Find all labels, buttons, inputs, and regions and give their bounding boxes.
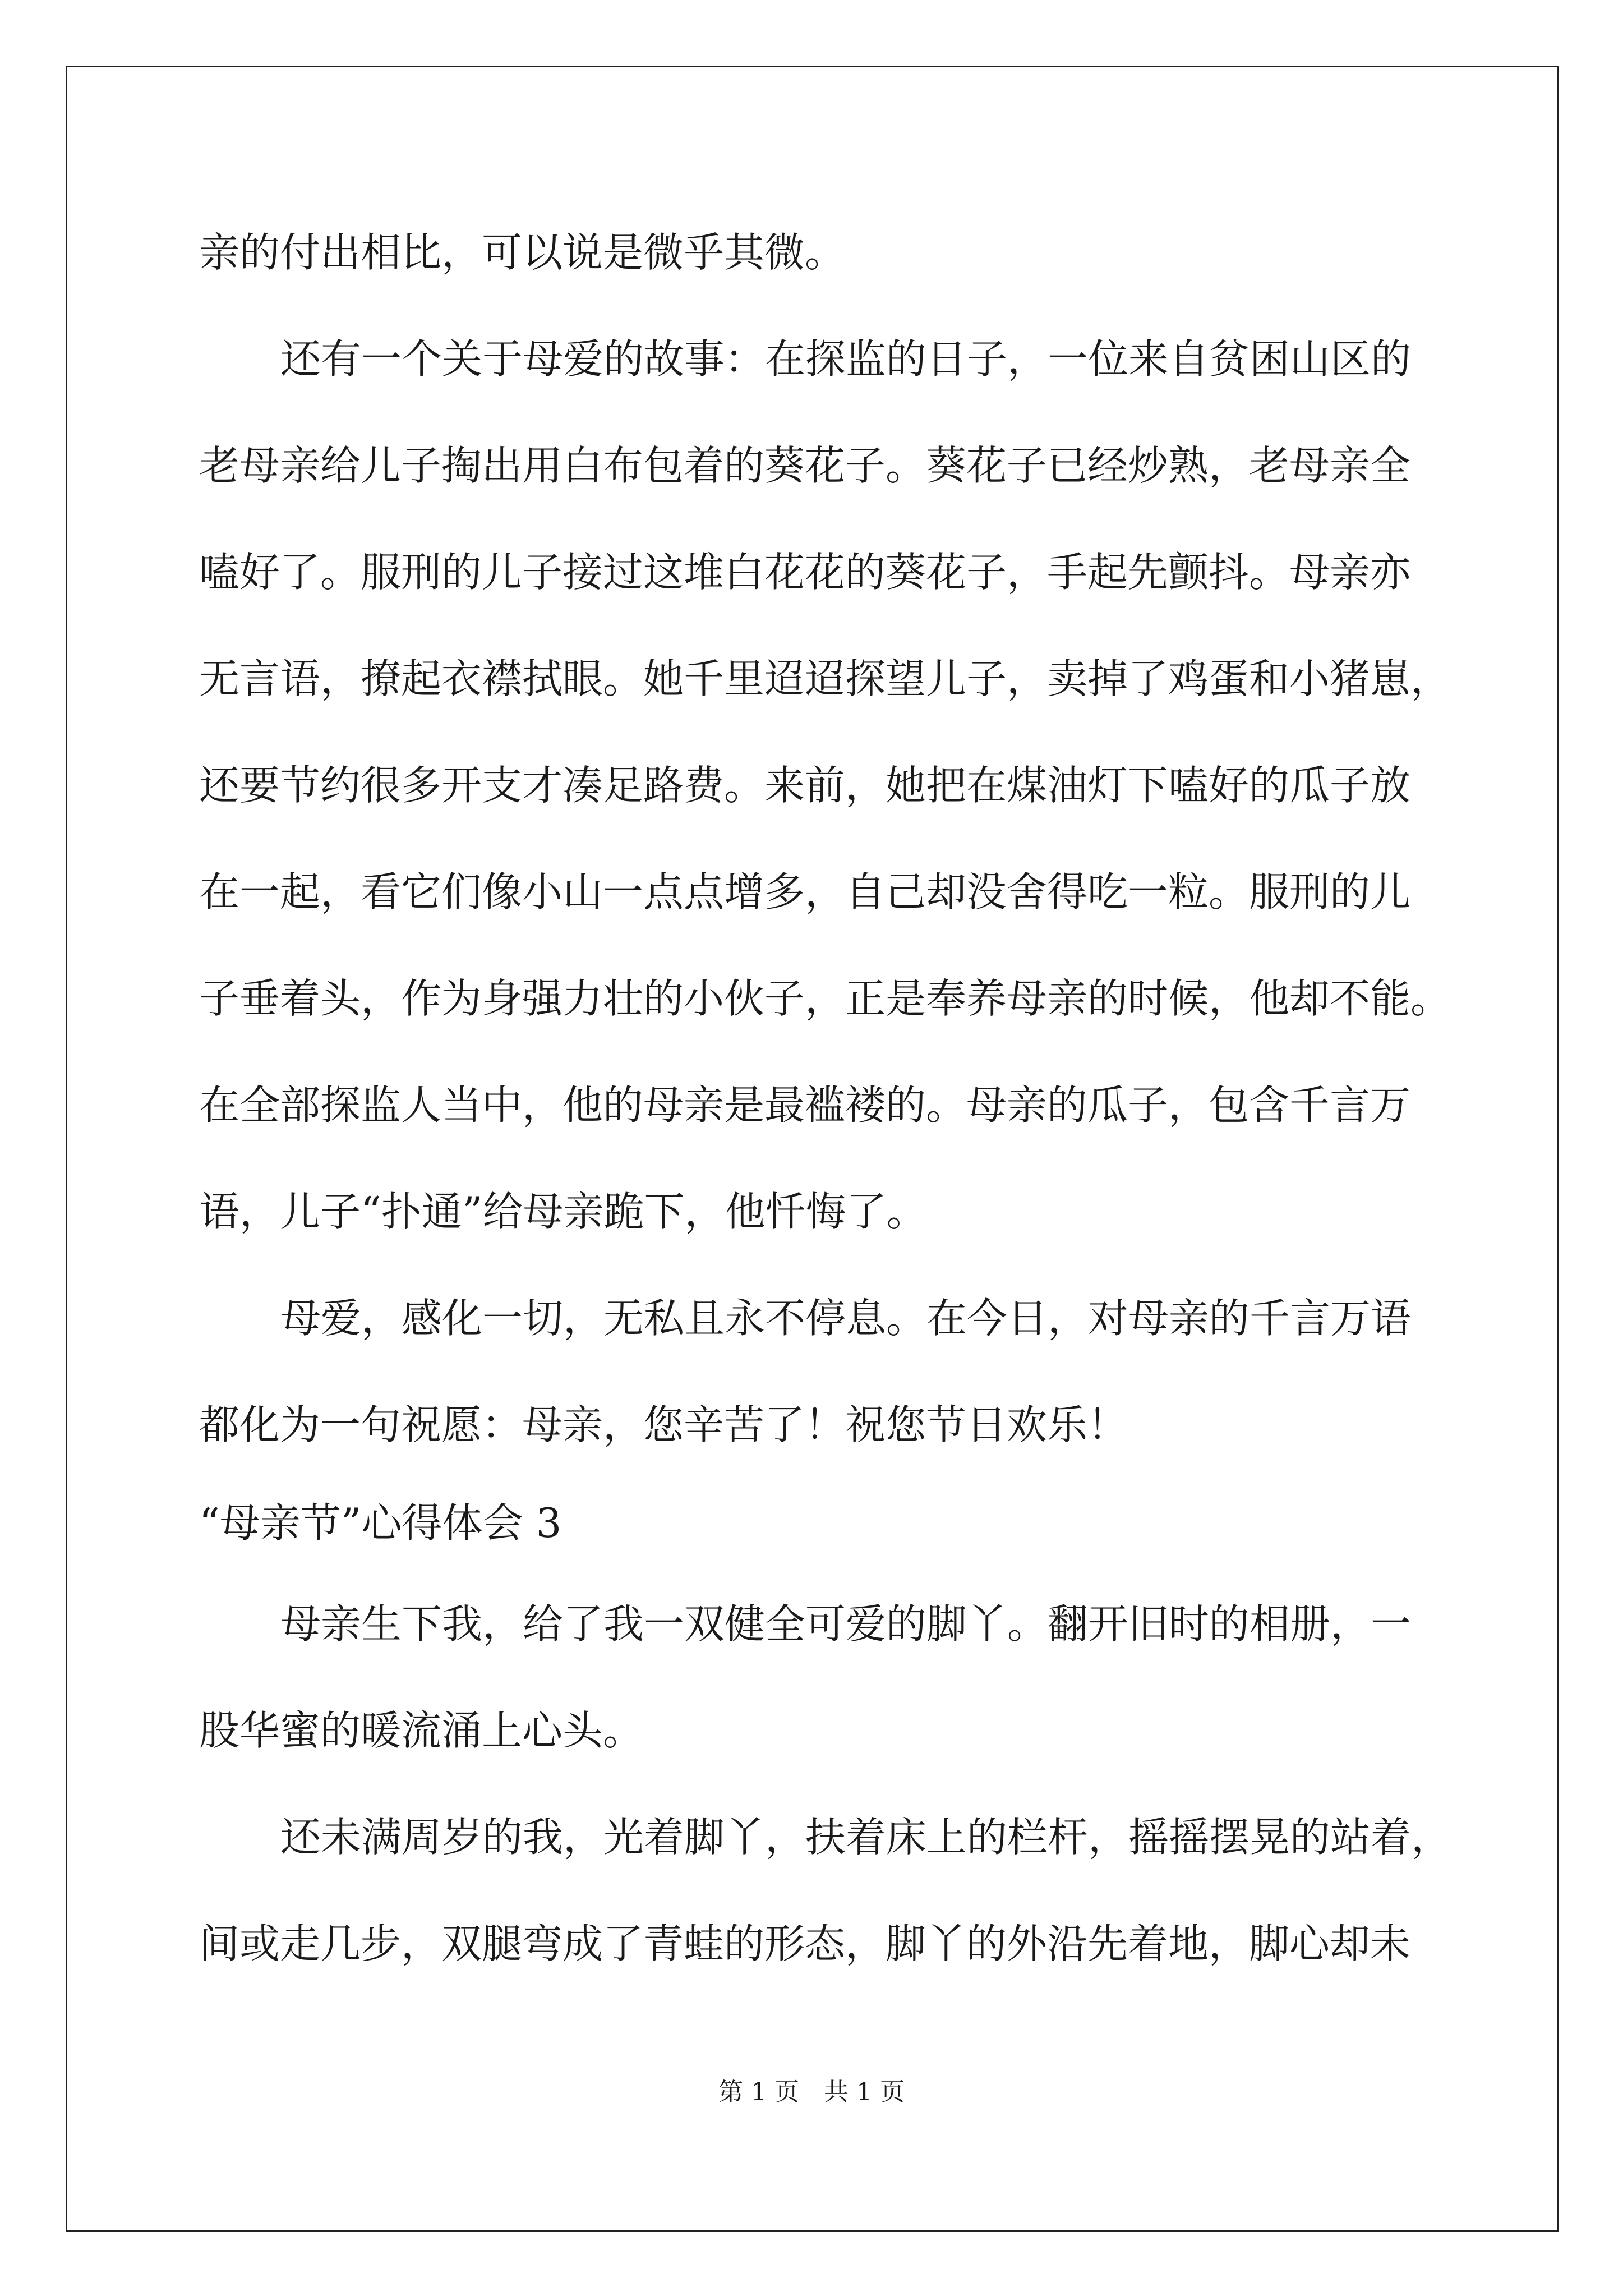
paragraph-start-line: 母亲生下我，给了我一双健全可爱的脚丫。翻开旧时的相册，一 xyxy=(280,1600,1412,1648)
page-border xyxy=(66,66,1559,2232)
text-line: 在一起，看它们像小山一点点增多，自己却没舍得吃一粒。服刑的儿 xyxy=(199,868,1411,915)
text-line: 在全部探监人当中，他的母亲是最褴褛的。母亲的瓜子，包含千言万 xyxy=(199,1082,1411,1129)
text-line: 股华蜜的暖流涌上心头。 xyxy=(199,1707,644,1754)
text-line: 语，儿子“扑通”给母亲跪下，他忏悔了。 xyxy=(199,1188,927,1235)
paragraph-start-line: 母爱，感化一切，无私且永不停息。在今日，对母亲的千言万语 xyxy=(280,1295,1412,1342)
text-line: 间或走几步，双腿弯成了青蛙的形态，脚丫的外沿先着地，脚心却未 xyxy=(199,1920,1411,1967)
text-line: 子垂着头，作为身强力壮的小伙子，正是奉养母亲的时候，他却不能。 xyxy=(199,975,1451,1022)
text-line: 嗑好了。服刑的儿子接过这堆白花花的葵花子，手起先颤抖。母亲亦 xyxy=(199,549,1411,596)
section-heading: “母亲节”心得体会 3 xyxy=(199,1499,562,1547)
text-line: 还要节约很多开支才凑足路费。来前，她把在煤油灯下嗑好的瓜子放 xyxy=(199,762,1411,809)
text-line: 亲的付出相比，可以说是微乎其微。 xyxy=(199,229,846,276)
page-number-footer: 第 1 页 共 1 页 xyxy=(718,2078,905,2106)
text-line: 无言语，撩起衣襟拭眼。她千里迢迢探望儿子，卖掉了鸡蛋和小猪崽， xyxy=(199,655,1451,702)
text-line: 都化为一句祝愿：母亲，您辛苦了！祝您节日欢乐！ xyxy=(199,1401,1128,1448)
text-line: 老母亲给儿子掏出用白布包着的葵花子。葵花子已经炒熟，老母亲全 xyxy=(199,442,1411,489)
paragraph-start-line: 还有一个关于母爱的故事：在探监的日子，一位来自贫困山区的 xyxy=(280,335,1412,383)
paragraph-start-line: 还未满周岁的我，光着脚丫，扶着床上的栏杆，摇摇摆晃的站着， xyxy=(280,1814,1452,1861)
